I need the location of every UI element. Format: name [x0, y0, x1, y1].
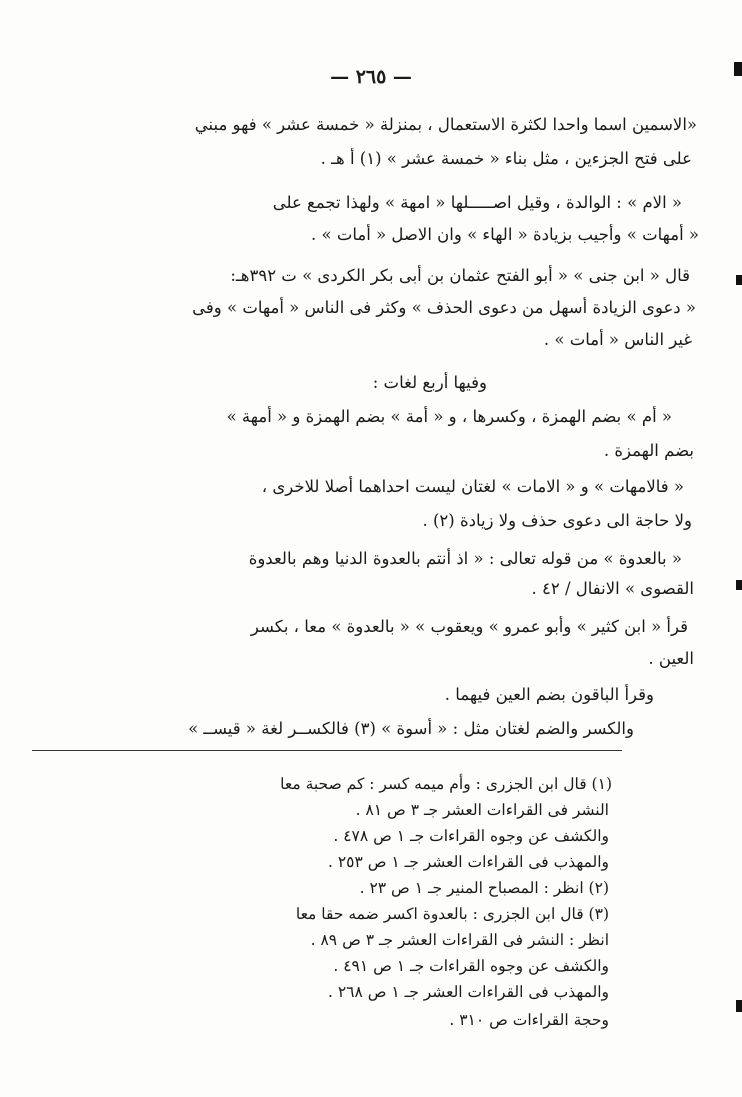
- body-line-6: « دعوى الزيادة أسهل من دعوى الحذف » وكثر فى الناس « أمهات » وفى: [192, 298, 696, 317]
- body-line-9: « أم » بضم الهمزة ، وكسرها ، و « أمة » بضم الهمزة و « أمهة »: [226, 407, 672, 426]
- scan-mark: [734, 62, 742, 76]
- body-line-4: « أمهات » وأجيب بزيادة « الهاء » وان الاصل « أمات » .: [311, 225, 699, 244]
- body-line-15: قرأ « ابن كثير » وأبو عمرو » ويعقوب » « بالعدوة » معا ، بكسر: [250, 617, 688, 636]
- body-line-14: القصوى » الانفال / ٤٢ .: [531, 579, 694, 598]
- footnote-line-2: النشر فى القراءات العشر جـ ٣ ص ٨١ .: [355, 801, 609, 819]
- body-line-7: غير الناس « أمات » .: [543, 330, 692, 349]
- body-line-3: « الام » : الوالدة ، وقيل اصـــــلها « امهة » ولهذا تجمع على: [272, 193, 682, 212]
- body-line-2: على فتح الجزءين ، مثل بناء « خمسة عشر » (١) أ هـ .: [320, 149, 692, 168]
- body-line-11: « فالامهات » و « الامات » لغتان ليست احداهما أصلا للاخرى ،: [261, 477, 684, 496]
- footnote-line-10: وحجة القراءات ص ٣١٠ .: [449, 1011, 609, 1029]
- scan-mark: [736, 580, 742, 590]
- footnote-line-5: (٢) انظر : المصباح المنير جـ ١ ص ٢٣ .: [359, 879, 609, 897]
- footnote-line-9: والمهذب فى القراءات العشر جـ ١ ص ٢٦٨ .: [327, 983, 609, 1001]
- footnote-line-3: والكشف عن وجوه القراءات جـ ١ ص ٤٧٨ .: [333, 827, 609, 845]
- body-line-10: بضم الهمزة .: [603, 441, 694, 460]
- body-line-1: «الاسمين اسما واحدا لكثرة الاستعمال ، بمنزلة « خمسة عشر » فهو مبني: [194, 115, 697, 134]
- footnote-line-6: (٣) قال ابن الجزرى : بالعدوة اكسر ضمه حقا معا: [295, 905, 609, 923]
- body-line-17: وقرأ الباقون بضم العين فيهما .: [444, 685, 654, 704]
- footnote-rule: [32, 750, 622, 751]
- page-number: — ٢٦٥ —: [330, 66, 412, 88]
- scan-mark: [736, 275, 742, 285]
- body-line-18: والكسر والضم لغتان مثل : « أسوة » (٣) فالكســر لغة « قيســ »: [188, 719, 634, 738]
- scan-mark: [736, 1000, 742, 1012]
- body-line-12: ولا حاجة الى دعوى حذف ولا زيادة (٢) .: [422, 511, 692, 530]
- body-line-13: « بالعدوة » من قوله تعالى : « اذ أنتم بالعدوة الدنيا وهم بالعدوة: [248, 549, 682, 568]
- footnote-line-7: انظر : النشر فى القراءات العشر جـ ٣ ص ٨٩ .: [310, 931, 609, 949]
- footnote-line-1: (١) قال ابن الجزرى : وأم ميمه كسر : كم صحبة معا: [280, 775, 612, 793]
- body-line-16: العين .: [648, 649, 694, 668]
- footnote-line-8: والكشف عن وجوه القراءات جـ ١ ص ٤٩١ .: [333, 957, 609, 975]
- footnote-line-4: والمهذب فى القراءات العشر جـ ١ ص ٢٥٣ .: [327, 853, 609, 871]
- body-line-8: وفيها أربع لغات :: [372, 373, 487, 392]
- body-line-5: قال « ابن جنى » « أبو الفتح عثمان بن أبى بكر الكردى » ت ٣٩٢هـ:: [230, 266, 690, 285]
